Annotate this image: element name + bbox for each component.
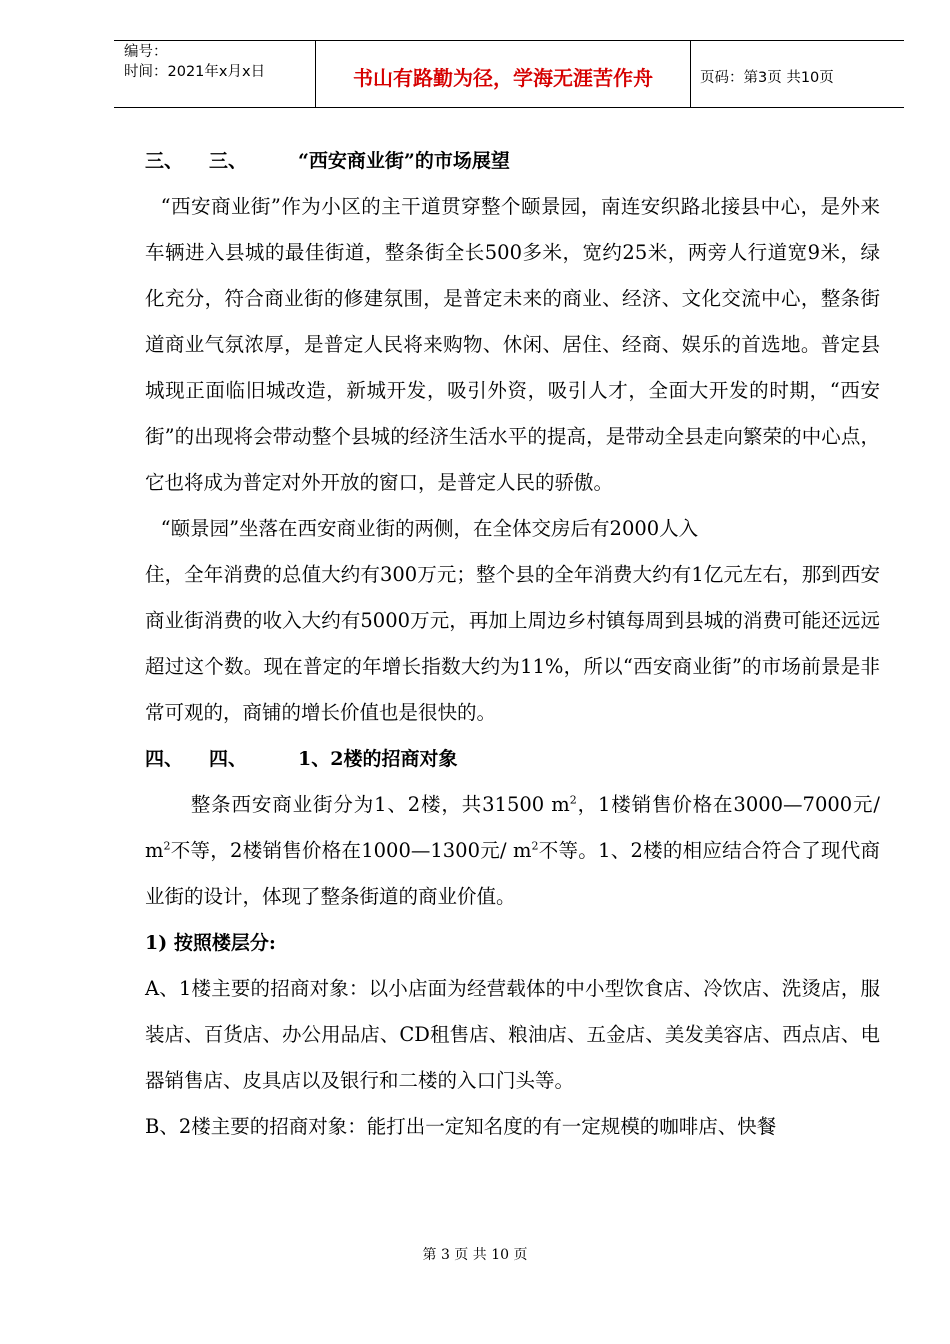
page-info: 页码：第3页 共10页 [700,70,834,86]
superscript: 2 [569,793,577,807]
subheading: 1) 按照楼层分: [145,932,276,954]
header-left-cell [114,41,315,107]
serial-label: 编号： [124,44,168,60]
paragraph: “颐景园”坐落在西安商业街的两侧，在全体交房后有2000人入 [160,517,699,540]
section-title: 1、2楼的招商对象 [298,748,458,770]
paragraph: 住，全年消费的总值大约有300万元；整个县的全年消费大约有1亿元左右，那到西安商业街消费的收入大约有5000万元，再加上周边乡村镇每周到县城的消费可能还远远超过这个数。现在普定的年增长指数大约为11%，所以“西安商业街”的市场前景是非常可观的，商铺的增长价值也是很快的。 [145,563,880,724]
paragraph: “西安商业街”作为小区的主干道贯穿整个颐景园，南连安织路北接县中心，是外来车辆进入县城的最佳街道，整条街全长500多米，宽约25米，两旁人行道宽9米，绿化充分，符合商业街的修建氛围，是普定未来的商业、经济、文化交流中心，整条街道商业气氛浓厚，是普定人民将来购物、休闲、居住、经商、娱乐的首选地。普定县城现正面临旧城改造，新城开发，吸引外资，吸引人才，全面大开发的时期，“西安街”的出现将会带动整个县城的经济生活水平的提高，是带动全县走向繁荣的中心点，它也将成为普定对外开放的窗口，是普定人民的骄傲。 [145,195,880,494]
section-number: 三、 [145,150,184,172]
list-item: A、1楼主要的招商对象：以小店面为经营载体的中小型饮食店、冷饮店、洗烫店，服装店、百货店、办公用品店、CD租售店、粮油店、五金店、美发美容店、西点店、电器销售店、皮具店以及银行和二楼的入口门头等。 [145,977,880,1092]
text-run: 不等。1、2楼的相应结合符合了现代商业街的设计，体现了整条街道的商业价值。 [145,839,880,908]
section-number: 三、 [209,150,248,172]
header-motto-cell [315,41,691,107]
text-run: 整条西安商业街分为1、2楼，共31500 m [190,793,570,816]
list-item: B、2楼主要的招商对象：能打出一定知名度的有一定规模的咖啡店、快餐 [145,1115,777,1138]
motto: 书山有路勤为径，学海无涯苦作舟 [353,66,653,90]
time-label: 时间：2021年x月x日 [124,64,266,80]
page-footer: 第 3 页 共 10 页 [422,1247,528,1263]
section-heading-3 [145,138,880,184]
document-body [145,138,880,1150]
superscript: 2 [163,839,171,853]
text-run: ，1楼销售价格在3000—7000元/ m [145,793,880,862]
paragraph [145,782,880,920]
header-page-cell [690,41,904,107]
superscript: 2 [531,839,539,853]
text-run: 不等，2楼销售价格在1000—1300元/ m [170,839,532,862]
section-number: 四、 [145,748,184,770]
section-title: “西安商业街”的市场展望 [298,150,510,172]
header-table [114,40,904,108]
section-heading-4 [145,736,880,782]
section-number: 四、 [209,748,248,770]
